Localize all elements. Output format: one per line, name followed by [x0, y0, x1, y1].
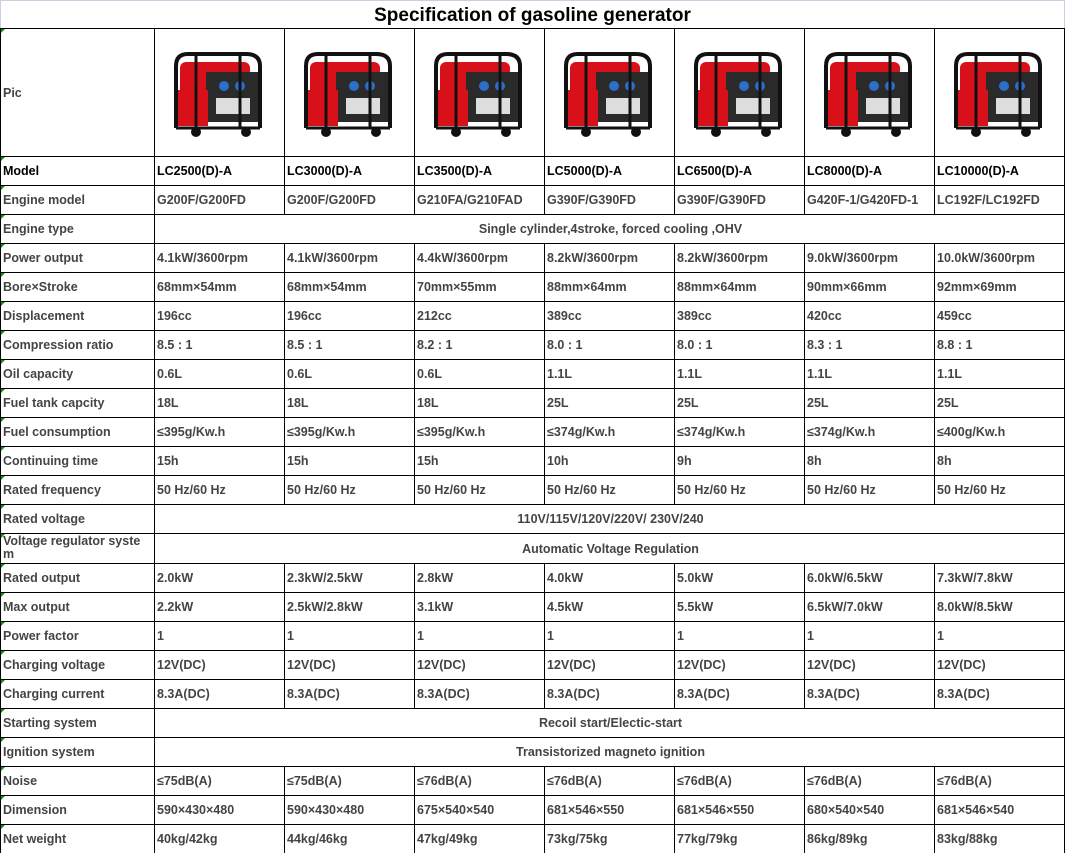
spec-value: 1	[675, 622, 805, 651]
spec-value: ≤76dB(A)	[935, 767, 1065, 796]
spec-row	[1, 215, 1065, 244]
spec-value: 25L	[805, 389, 935, 418]
row-label: Net weight	[1, 825, 155, 853]
spec-value: 86kg/89kg	[805, 825, 935, 853]
spec-value: G390F/G390FD	[675, 186, 805, 215]
spec-value: ≤395g/Kw.h	[155, 418, 285, 447]
spec-value: ≤374g/Kw.h	[545, 418, 675, 447]
merged-value: 110V/115V/120V/220V/ 230V/240	[155, 505, 1065, 534]
row-label: Pic	[1, 29, 155, 157]
spec-value: 2.8kW	[415, 564, 545, 593]
generator-image	[426, 38, 536, 148]
spec-value: 44kg/46kg	[285, 825, 415, 853]
spec-value: ≤76dB(A)	[805, 767, 935, 796]
spec-value: 389cc	[545, 302, 675, 331]
spec-value: 12V(DC)	[935, 651, 1065, 680]
spec-value: 212cc	[415, 302, 545, 331]
spec-value: 8.2 : 1	[415, 331, 545, 360]
spec-value: ≤395g/Kw.h	[415, 418, 545, 447]
generator-photo-cell	[155, 29, 285, 157]
spec-value: 88mm×64mm	[675, 273, 805, 302]
spec-value: 0.6L	[285, 360, 415, 389]
generator-photo-cell	[285, 29, 415, 157]
generator-image	[946, 38, 1056, 148]
spec-value: 6.5kW/7.0kW	[805, 593, 935, 622]
model-name: LC10000(D)-A	[935, 157, 1065, 186]
row-label: Oil capacity	[1, 360, 155, 389]
spec-value: 50 Hz/60 Hz	[675, 476, 805, 505]
spec-value: 15h	[155, 447, 285, 476]
spec-value: 6.0kW/6.5kW	[805, 564, 935, 593]
spec-value: 8.0kW/8.5kW	[935, 593, 1065, 622]
generator-photo-cell	[935, 29, 1065, 157]
spec-value: 8.3A(DC)	[545, 680, 675, 709]
spec-value: 8.3A(DC)	[935, 680, 1065, 709]
generator-photo-cell	[675, 29, 805, 157]
spec-value: 8.3A(DC)	[805, 680, 935, 709]
row-label: Fuel tank capcity	[1, 389, 155, 418]
spec-value: 9.0kW/3600rpm	[805, 244, 935, 273]
spec-value: 8.3A(DC)	[285, 680, 415, 709]
spec-value: 12V(DC)	[415, 651, 545, 680]
spec-row	[1, 622, 1065, 651]
spec-row	[1, 331, 1065, 360]
spec-value: LC192F/LC192FD	[935, 186, 1065, 215]
spec-value: 8.5 : 1	[285, 331, 415, 360]
generator-photo-cell	[805, 29, 935, 157]
generator-image	[296, 38, 406, 148]
spec-value: 196cc	[285, 302, 415, 331]
spec-row	[1, 273, 1065, 302]
spec-value: 25L	[935, 389, 1065, 418]
spec-value: 50 Hz/60 Hz	[545, 476, 675, 505]
row-label: Rated voltage	[1, 505, 155, 534]
spec-value: 8h	[805, 447, 935, 476]
spec-value: 1	[805, 622, 935, 651]
model-name: LC6500(D)-A	[675, 157, 805, 186]
spec-value: G200F/G200FD	[155, 186, 285, 215]
spec-value: 680×540×540	[805, 796, 935, 825]
spec-value: ≤75dB(A)	[285, 767, 415, 796]
spec-value: 4.0kW	[545, 564, 675, 593]
spec-value: 3.1kW	[415, 593, 545, 622]
spec-value: 5.0kW	[675, 564, 805, 593]
merged-value: Transistorized magneto ignition	[155, 738, 1065, 767]
spec-value: 73kg/75kg	[545, 825, 675, 853]
spec-value: 50 Hz/60 Hz	[935, 476, 1065, 505]
pic-row	[1, 29, 1065, 157]
spec-value: 8.8 : 1	[935, 331, 1065, 360]
spec-value: 389cc	[675, 302, 805, 331]
model-name: LC3000(D)-A	[285, 157, 415, 186]
spec-row	[1, 505, 1065, 534]
spec-row	[1, 476, 1065, 505]
spec-value: 68mm×54mm	[285, 273, 415, 302]
spec-row	[1, 767, 1065, 796]
merged-value: Recoil start/Electic-start	[155, 709, 1065, 738]
spec-value: 15h	[285, 447, 415, 476]
spec-value: 12V(DC)	[285, 651, 415, 680]
generator-image	[686, 38, 796, 148]
spec-value: 1	[935, 622, 1065, 651]
spec-value: 68mm×54mm	[155, 273, 285, 302]
spec-value: 8.2kW/3600rpm	[545, 244, 675, 273]
row-label: Voltage regulator syste m	[1, 534, 155, 564]
row-label: Charging voltage	[1, 651, 155, 680]
sheet-title: Specification of gasoline generator	[0, 0, 1065, 28]
spec-value: ≤374g/Kw.h	[675, 418, 805, 447]
spec-value: 2.0kW	[155, 564, 285, 593]
row-label: Displacement	[1, 302, 155, 331]
spec-row	[1, 360, 1065, 389]
spec-value: 459cc	[935, 302, 1065, 331]
merged-value: Single cylinder,4stroke, forced cooling ,OHV	[155, 215, 1065, 244]
spec-row	[1, 593, 1065, 622]
row-label: Compression ratio	[1, 331, 155, 360]
row-label: Bore×Stroke	[1, 273, 155, 302]
generator-image	[166, 38, 276, 148]
spec-value: ≤400g/Kw.h	[935, 418, 1065, 447]
row-label: Ignition system	[1, 738, 155, 767]
spec-value: 18L	[415, 389, 545, 418]
row-label: Continuing time	[1, 447, 155, 476]
spec-value: 50 Hz/60 Hz	[155, 476, 285, 505]
row-label: Model	[1, 157, 155, 186]
row-label: Dimension	[1, 796, 155, 825]
spec-value: 8h	[935, 447, 1065, 476]
row-label: Rated frequency	[1, 476, 155, 505]
spec-value: 25L	[545, 389, 675, 418]
spec-value: 12V(DC)	[155, 651, 285, 680]
row-label: Starting system	[1, 709, 155, 738]
row-label: Fuel consumption	[1, 418, 155, 447]
spec-value: 70mm×55mm	[415, 273, 545, 302]
spec-value: 8.3 : 1	[805, 331, 935, 360]
spec-value: 2.5kW/2.8kW	[285, 593, 415, 622]
row-label: Engine type	[1, 215, 155, 244]
spec-value: 18L	[285, 389, 415, 418]
spec-value: 15h	[415, 447, 545, 476]
spec-row	[1, 738, 1065, 767]
spec-value: 88mm×64mm	[545, 273, 675, 302]
spec-value: 2.3kW/2.5kW	[285, 564, 415, 593]
spec-value: G420F-1/G420FD-1	[805, 186, 935, 215]
row-label: Power factor	[1, 622, 155, 651]
spec-value: 50 Hz/60 Hz	[805, 476, 935, 505]
merged-value: Automatic Voltage Regulation	[155, 534, 1065, 564]
spec-value: 50 Hz/60 Hz	[285, 476, 415, 505]
spec-row	[1, 680, 1065, 709]
spec-row	[1, 709, 1065, 738]
spec-row	[1, 796, 1065, 825]
spec-value: 4.5kW	[545, 593, 675, 622]
spec-value: 12V(DC)	[675, 651, 805, 680]
generator-photo-cell	[415, 29, 545, 157]
spec-row	[1, 389, 1065, 418]
spec-value: 681×546×550	[675, 796, 805, 825]
spec-value: 77kg/79kg	[675, 825, 805, 853]
spec-row	[1, 186, 1065, 215]
spec-row	[1, 534, 1065, 564]
spec-value: 12V(DC)	[805, 651, 935, 680]
spec-value: 25L	[675, 389, 805, 418]
spec-value: 4.4kW/3600rpm	[415, 244, 545, 273]
spec-value: 196cc	[155, 302, 285, 331]
spec-value: 1.1L	[675, 360, 805, 389]
spec-row	[1, 564, 1065, 593]
spec-value: 4.1kW/3600rpm	[155, 244, 285, 273]
spec-value: 1	[545, 622, 675, 651]
spec-value: 5.5kW	[675, 593, 805, 622]
spec-value: 8.0 : 1	[545, 331, 675, 360]
spec-row	[1, 447, 1065, 476]
spec-value: 1.1L	[805, 360, 935, 389]
spec-value: 4.1kW/3600rpm	[285, 244, 415, 273]
spec-value: 1.1L	[545, 360, 675, 389]
spec-value: 1.1L	[935, 360, 1065, 389]
spec-value: ≤76dB(A)	[675, 767, 805, 796]
generator-photo-cell	[545, 29, 675, 157]
generator-image	[556, 38, 666, 148]
spec-table	[0, 28, 1065, 853]
spec-value: ≤75dB(A)	[155, 767, 285, 796]
model-name: LC3500(D)-A	[415, 157, 545, 186]
model-name: LC5000(D)-A	[545, 157, 675, 186]
spec-value: ≤76dB(A)	[415, 767, 545, 796]
spec-value: 0.6L	[155, 360, 285, 389]
spec-value: 9h	[675, 447, 805, 476]
spec-value: 8.0 : 1	[675, 331, 805, 360]
spec-value: 47kg/49kg	[415, 825, 545, 853]
spec-value: 10.0kW/3600rpm	[935, 244, 1065, 273]
spec-row	[1, 825, 1065, 853]
spec-value: ≤76dB(A)	[545, 767, 675, 796]
spec-value: ≤395g/Kw.h	[285, 418, 415, 447]
spec-value: 590×430×480	[285, 796, 415, 825]
model-row	[1, 157, 1065, 186]
row-label: Noise	[1, 767, 155, 796]
generator-image	[816, 38, 926, 148]
spec-value: 10h	[545, 447, 675, 476]
spec-value: 8.3A(DC)	[155, 680, 285, 709]
spec-value: 18L	[155, 389, 285, 418]
row-label: Max output	[1, 593, 155, 622]
spec-value: 590×430×480	[155, 796, 285, 825]
spec-value: 83kg/88kg	[935, 825, 1065, 853]
spec-value: 1	[285, 622, 415, 651]
spec-value: 681×546×540	[935, 796, 1065, 825]
spec-row	[1, 651, 1065, 680]
model-name: LC2500(D)-A	[155, 157, 285, 186]
spec-value: 50 Hz/60 Hz	[415, 476, 545, 505]
spec-value: 0.6L	[415, 360, 545, 389]
spec-value: 90mm×66mm	[805, 273, 935, 302]
spec-value: 1	[155, 622, 285, 651]
spec-row	[1, 418, 1065, 447]
spec-value: 7.3kW/7.8kW	[935, 564, 1065, 593]
spec-value: 420cc	[805, 302, 935, 331]
spec-value: 12V(DC)	[545, 651, 675, 680]
spec-value: G200F/G200FD	[285, 186, 415, 215]
row-label: Rated output	[1, 564, 155, 593]
spec-value: 8.3A(DC)	[675, 680, 805, 709]
model-name: LC8000(D)-A	[805, 157, 935, 186]
spec-value: 1	[415, 622, 545, 651]
spec-value: G390F/G390FD	[545, 186, 675, 215]
spec-value: 8.5 : 1	[155, 331, 285, 360]
spec-value: 8.3A(DC)	[415, 680, 545, 709]
row-label: Charging current	[1, 680, 155, 709]
spec-value: 675×540×540	[415, 796, 545, 825]
spec-row	[1, 302, 1065, 331]
row-label: Engine model	[1, 186, 155, 215]
spec-value: 2.2kW	[155, 593, 285, 622]
spec-value: 681×546×550	[545, 796, 675, 825]
spec-value: 40kg/42kg	[155, 825, 285, 853]
row-label: Power output	[1, 244, 155, 273]
spec-value: ≤374g/Kw.h	[805, 418, 935, 447]
spec-value: 92mm×69mm	[935, 273, 1065, 302]
spec-row	[1, 244, 1065, 273]
spec-value: G210FA/G210FAD	[415, 186, 545, 215]
spec-value: 8.2kW/3600rpm	[675, 244, 805, 273]
